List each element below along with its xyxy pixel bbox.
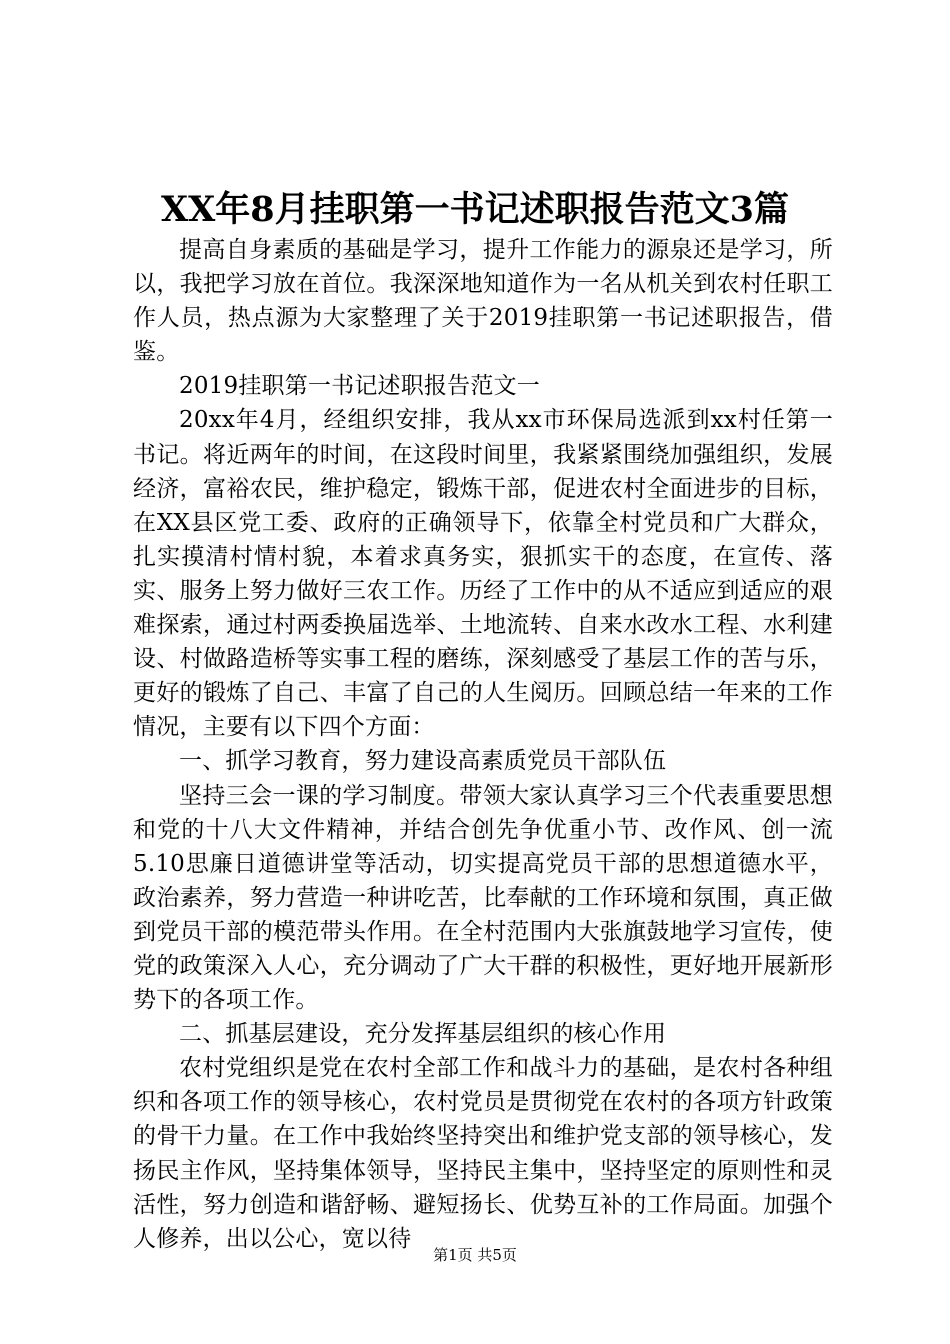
section-title: 2019挂职第一书记述职报告范文一 [179, 373, 540, 400]
page-number-footer: 第1页 共5页 [433, 1246, 517, 1264]
document-body [133, 233, 833, 1256]
body-paragraph: 20xx年4月，经组织安排，我从xx市环保局选派到xx村任第一书记。将近两年的时间，在这段时间里，我紧紧围绕加强组织，发展经济，富裕农民，维护稳定，锻炼干部，促进农村全面进步的目标，在XX县区党工委、政府的正确领导下，依靠全村党员和广大群众，扎实摸清村情村貌，本着求真务实，狠抓实干的态度，在宣传、落实、服务上努力做好三农工作。历经了工作中的从不适应到适应的艰难探索，通过村两委换届选举、土地流转、自来水改水工程、水利建设、村做路造桥等实事工程的磨练，深刻感受了基层工作的苦与乐，更好的锻炼了自己、丰富了自己的人生阅历。回顾总结一年来的工作情况，主要有以下四个方面： [133, 407, 833, 741]
document-title: XX年8月挂职第一书记述职报告范文3篇 [160, 189, 790, 230]
intro-paragraph: 提高自身素质的基础是学习，提升工作能力的源泉还是学习，所以，我把学习放在首位。我深深地知道作为一名从机关到农村任职工作人员，热点源为大家整理了关于2019挂职第一书记述职报告，借鉴。 [133, 237, 833, 366]
section-heading: 二、抓基层建设，充分发挥基层组织的核心作用 [179, 1021, 667, 1048]
section-heading: 一、抓学习教育，努力建设高素质党员干部队伍 [179, 748, 667, 775]
body-paragraph: 坚持三会一课的学习制度。带领大家认真学习三个代表重要思想和党的十八大文件精神，并结合创先争优重小节、改作风、创一流5.10思廉日道德讲堂等活动，切实提高党员干部的思想道德水平，政治素养，努力营造一种讲吃苦，比奉献的工作环境和氛围，真正做到党员干部的模范带头作用。在全村范围内大张旗鼓地学习宣传，使党的政策深入人心，充分调动了广大干群的积极性，更好地开展新形势下的各项工作。 [133, 782, 833, 1014]
body-paragraph: 农村党组织是党在农村全部工作和战斗力的基础，是农村各种组织和各项工作的领导核心，农村党员是贯彻党在农村的各项方针政策的骨干力量。在工作中我始终坚持突出和维护党支部的领导核心，发扬民主作风，坚持集体领导，坚持民主集中，坚持坚定的原则性和灵活性，努力创造和谐舒畅、避短扬长、优势互补的工作局面。加强个人修养，出以公心，宽以待 [133, 1055, 833, 1252]
